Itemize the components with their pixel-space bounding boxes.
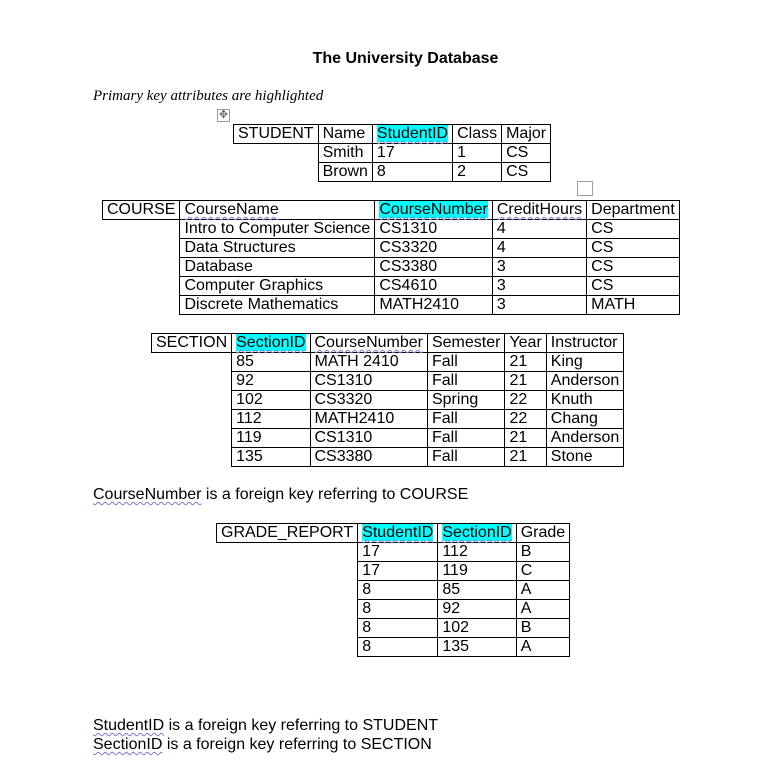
table-cell: 92 (438, 600, 516, 619)
table-row (152, 429, 624, 448)
column-header: Instructor (546, 334, 624, 353)
table-cell: 21 (505, 448, 546, 467)
table-row (152, 372, 624, 391)
table-cell: Discrete Mathematics (180, 296, 375, 315)
table-row (103, 296, 680, 315)
table-row (152, 448, 624, 467)
table-cell: 3 (492, 296, 586, 315)
table-cell: 22 (505, 391, 546, 410)
table-cell: CS3320 (310, 391, 427, 410)
table-cell: 1 (453, 144, 502, 163)
table-row (217, 600, 570, 619)
table-cell: Fall (427, 429, 504, 448)
table-cell: 112 (232, 410, 310, 429)
table-cell: 92 (232, 372, 310, 391)
table-row (103, 277, 680, 296)
table-cell: Anderson (546, 372, 624, 391)
column-header: Major (502, 125, 551, 144)
table-cell: A (516, 600, 569, 619)
column-header: Name (318, 125, 372, 144)
table-row (152, 353, 624, 372)
table-row (152, 391, 624, 410)
primary-key-label: SectionID (236, 334, 306, 351)
table-cell: 3 (492, 277, 586, 296)
table-row (217, 543, 570, 562)
table-cell: CS (587, 239, 680, 258)
table-row (234, 144, 551, 163)
table-cell: 21 (505, 353, 546, 372)
subtitle: Primary key attributes are highlighted (93, 88, 324, 104)
table-cell: CS1310 (310, 429, 427, 448)
table-name: STUDENT (234, 125, 319, 144)
table-cell: MATH2410 (310, 410, 427, 429)
table-cell: CS (502, 144, 551, 163)
table-row (103, 258, 680, 277)
column-header: Department (587, 201, 680, 220)
primary-key-label: StudentID (376, 125, 449, 142)
grade-report-table (216, 523, 570, 657)
table-cell: King (546, 353, 624, 372)
table-cell: 17 (358, 562, 438, 581)
column-header: Semester (427, 334, 504, 353)
table-cell: CS1310 (310, 372, 427, 391)
table-cell: 4 (492, 220, 586, 239)
note-text: is a foreign key referring to STUDENT (164, 717, 439, 734)
note-term: StudentID (93, 717, 165, 734)
table-cell: Smith (318, 144, 372, 163)
table-cell: 8 (358, 600, 438, 619)
primary-key-label: CourseNumber (379, 201, 488, 218)
table-cell: C (516, 562, 569, 581)
table-cell: CS (587, 258, 680, 277)
primary-key-label: StudentID (362, 524, 434, 541)
table-cell: Computer Graphics (180, 277, 375, 296)
column-header (438, 524, 516, 543)
table-row (217, 581, 570, 600)
table-cell: 85 (438, 581, 516, 600)
table-cell: 85 (232, 353, 310, 372)
table-cell: MATH (587, 296, 680, 315)
column-label: CreditHours (496, 201, 583, 218)
table-cell: 21 (505, 429, 546, 448)
table-cell: 21 (505, 372, 546, 391)
table-cell: 17 (372, 144, 452, 163)
table-cell: 2 (453, 163, 502, 182)
document-title: The University Database (312, 50, 499, 67)
table-cell: Spring (427, 391, 504, 410)
foreign-key-note-section (93, 736, 432, 754)
column-label: CourseName (184, 201, 279, 218)
column-header (375, 201, 492, 220)
column-header: Year (505, 334, 546, 353)
table-name: SECTION (152, 334, 232, 353)
primary-key-label: SectionID (442, 524, 512, 541)
column-header (232, 334, 310, 353)
column-header (180, 201, 375, 220)
table-cell: CS3320 (375, 239, 492, 258)
table-cell: CS (587, 220, 680, 239)
table-cell: CS3380 (310, 448, 427, 467)
table-name: GRADE_REPORT (217, 524, 358, 543)
table-cell: 8 (372, 163, 452, 182)
table-cell: A (516, 581, 569, 600)
table-cell: Data Structures (180, 239, 375, 258)
table-cell: CS (587, 277, 680, 296)
column-header (310, 334, 427, 353)
column-header (492, 201, 586, 220)
table-cell: Stone (546, 448, 624, 467)
table-cell: B (516, 543, 569, 562)
table-cell: 22 (505, 410, 546, 429)
table-cell: 102 (438, 619, 516, 638)
table-cell: 4 (492, 239, 586, 258)
table-cell: Intro to Computer Science (180, 220, 375, 239)
column-header: Grade (516, 524, 569, 543)
table-row (217, 619, 570, 638)
table-row (217, 638, 570, 657)
table-name: COURSE (103, 201, 180, 220)
course-table (102, 200, 680, 315)
table-cell: Knuth (546, 391, 624, 410)
note-term: SectionID (93, 736, 163, 753)
table-cell: 17 (358, 543, 438, 562)
table-cell: CS (502, 163, 551, 182)
note-text: is a foreign key referring to COURSE (201, 486, 469, 503)
table-cell: 112 (438, 543, 516, 562)
table-cell: CS3380 (375, 258, 492, 277)
table-cell: 119 (438, 562, 516, 581)
move-handle-icon[interactable]: ✥ (218, 109, 229, 121)
table-cell: 8 (358, 581, 438, 600)
table-cell: 119 (232, 429, 310, 448)
table-cell: B (516, 619, 569, 638)
table-cell: 8 (358, 638, 438, 657)
table-row (103, 220, 680, 239)
section-table (151, 333, 624, 467)
table-cell: Chang (546, 410, 624, 429)
table-cell: MATH2410 (375, 296, 492, 315)
column-label: CourseNumber (314, 334, 423, 351)
table-cell: Anderson (546, 429, 624, 448)
table-cell: Brown (318, 163, 372, 182)
table-cell: CS1310 (375, 220, 492, 239)
table-cell: Fall (427, 372, 504, 391)
table-cell: 3 (492, 258, 586, 277)
table-cell: Database (180, 258, 375, 277)
column-header: Class (453, 125, 502, 144)
column-header (372, 125, 452, 144)
table-cell: MATH 2410 (310, 353, 427, 372)
note-text: is a foreign key referring to SECTION (162, 736, 432, 753)
table-cell: Fall (427, 353, 504, 372)
table-cell: Fall (427, 448, 504, 467)
table-cell: 135 (438, 638, 516, 657)
note-term: CourseNumber (93, 486, 202, 503)
table-cell: Fall (427, 410, 504, 429)
table-row (234, 163, 551, 182)
student-table (233, 124, 551, 182)
foreign-key-note-student (93, 717, 438, 735)
table-row (217, 562, 570, 581)
table-resize-handle-icon[interactable] (577, 181, 593, 196)
table-cell: A (516, 638, 569, 657)
table-cell: 135 (232, 448, 310, 467)
table-row (152, 410, 624, 429)
column-header (358, 524, 438, 543)
foreign-key-note-course (93, 486, 468, 504)
table-cell: 8 (358, 619, 438, 638)
table-row (103, 239, 680, 258)
table-cell: 102 (232, 391, 310, 410)
table-cell: CS4610 (375, 277, 492, 296)
